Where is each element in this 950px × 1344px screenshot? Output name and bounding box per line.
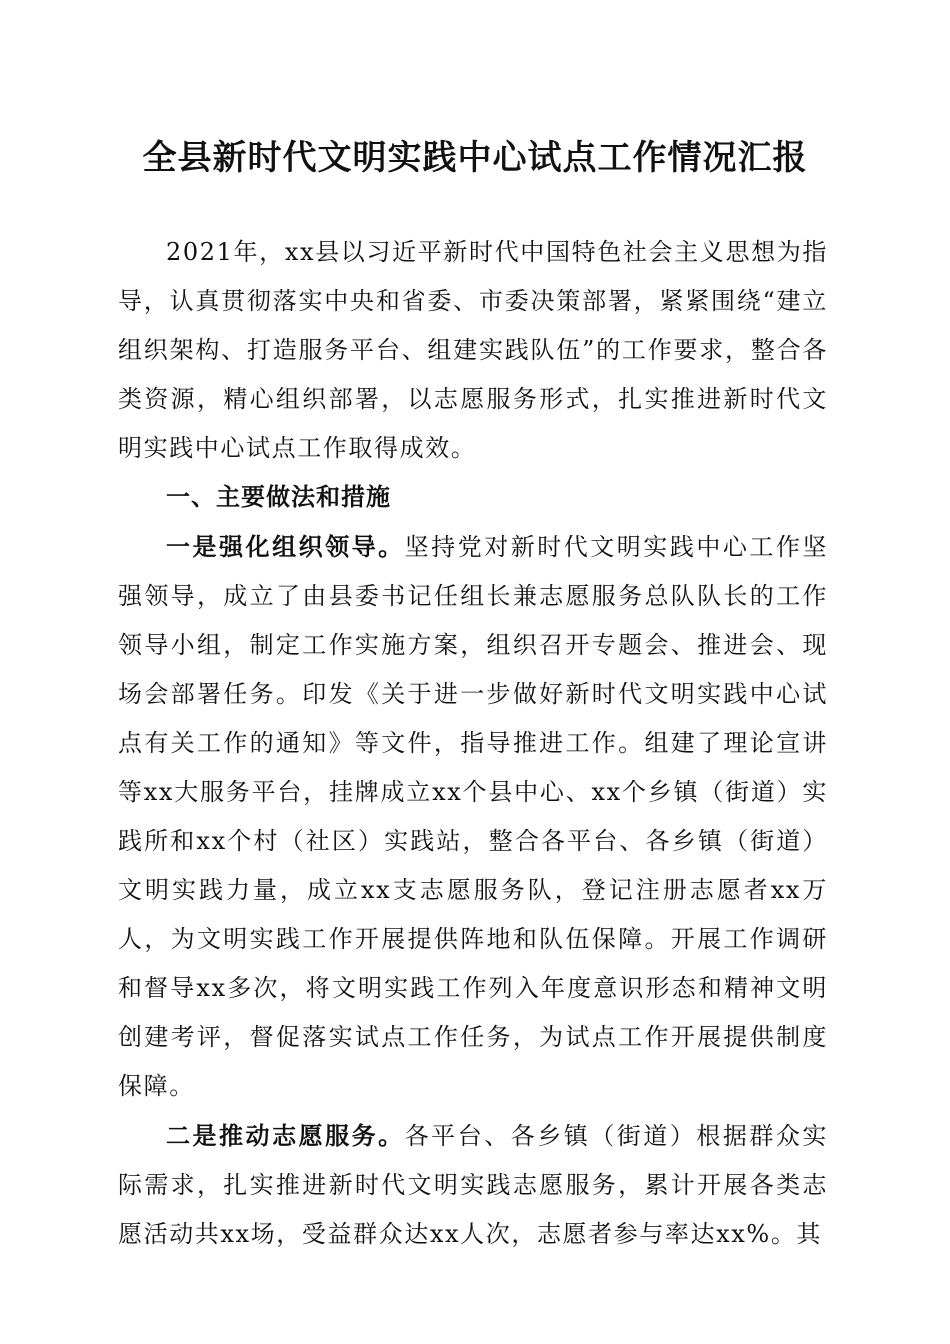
item-text-2: 各平台、各乡镇（街道）根据群众实际需求，扎实推进新时代文明实践志愿服务，累计开展各类志愿活动共xx场，受益群众达xx人次，志愿者参与率达xx%。其: [118, 1122, 828, 1248]
section-heading: 一、主要做法和措施: [166, 483, 391, 511]
document-title: 全县新时代文明实践中心试点工作情况汇报: [142, 138, 808, 178]
item-paragraph-2: [118, 1111, 828, 1259]
item-lead-2: 二是推动志愿服务。: [166, 1121, 405, 1150]
document-body: [118, 228, 828, 1259]
intro-paragraph: 2021年，xx县以习近平新时代中国特色社会主义思想为指导，认真贯彻落实中央和省委、市委决策部署，紧紧围绕“建立组织架构、打造服务平台、组建实践队伍”的工作要求，整合各类资源，精心组织部署，以志愿服务形式，扎实推进新时代文明实践中心试点工作取得成效。: [118, 238, 828, 462]
item-lead-1: 一是强化组织领导。: [166, 532, 405, 561]
item-paragraph-1: [118, 522, 828, 1111]
item-text-1: 坚持党对新时代文明实践中心工作坚强领导，成立了由县委书记任组长兼志愿服务总队队长的工作领导小组，制定工作实施方案，组织召开专题会、推进会、现场会部署任务。印发《关于进一步做好新时代文明实践中心试点有关工作的通知》等文件，指导推进工作。组建了理论宣讲等xx大服务平台，挂牌成立xx个县中心、xx个乡镇（街道）实践所和xx个村（社区）实践站，整合各平台、各乡镇（街道）文明实践力量，成立xx支志愿服务队，登记注册志愿者xx万人，为文明实践工作开展提供阵地和队伍保障。开展工作调研和督导xx多次，将文明实践工作列入年度意识形态和精神文明创建考评，督促落实试点工作任务，为试点工作开展提供制度保障。: [118, 533, 828, 1100]
